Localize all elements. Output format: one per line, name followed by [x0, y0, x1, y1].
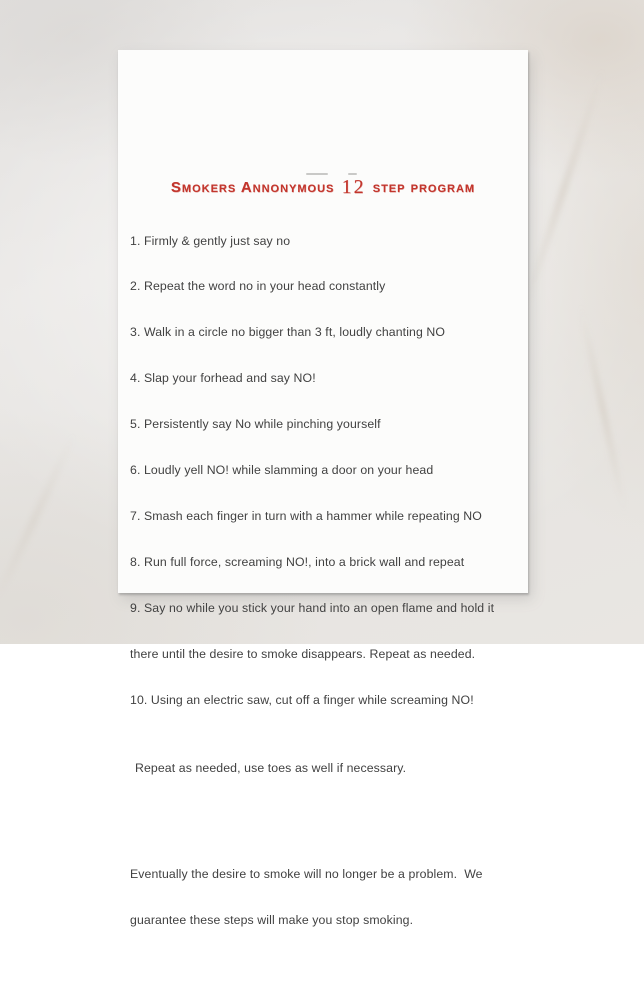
step-line: 7. Smash each finger in turn with a hammer while repeating NO	[130, 508, 482, 523]
marble-vein	[577, 302, 629, 518]
marble-vein	[520, 65, 607, 314]
smudge-dash	[306, 173, 328, 175]
step-line: 9. Say no while you stick your hand into an open flame and hold it	[130, 600, 495, 615]
card-title	[118, 176, 528, 199]
step-line: 10. Using an electric saw, cut off a finger while screaming NO!	[130, 692, 474, 707]
step-line-continuation: there until the desire to smoke disappears. Repeat as needed.	[130, 646, 476, 661]
steps-list	[130, 203, 522, 990]
step-line: 1. Firmly & gently just say no	[130, 233, 291, 248]
card-title-right: step program	[372, 179, 476, 196]
postcard	[118, 50, 528, 928]
card-title-left: Smokers Annonymous	[170, 179, 335, 196]
card-title-number: 12	[341, 176, 366, 198]
step-line: 4. Slap your forhead and say NO!	[130, 371, 316, 386]
step-line: 2. Repeat the word no in your head constantly	[130, 279, 386, 294]
step-line: 6. Loudly yell NO! while slamming a door on your head	[130, 463, 434, 478]
step-line: 5. Persistently say No while pinching yourself	[130, 417, 381, 432]
footer-line: guarantee these steps will make you stop smoking.	[130, 913, 414, 928]
smudge-dash	[348, 173, 357, 175]
footer-paragraph	[130, 837, 522, 959]
note-line: Repeat as needed, use toes as well if necessary.	[135, 760, 407, 775]
step-line: 3. Walk in a circle no bigger than 3 ft, loudly chanting NO	[130, 325, 446, 340]
marble-vein	[0, 428, 80, 613]
step-line: 8. Run full force, screaming NO!, into a brick wall and repeat	[130, 554, 465, 569]
footer-line: Eventually the desire to smoke will no longer be a problem. We	[130, 867, 483, 882]
